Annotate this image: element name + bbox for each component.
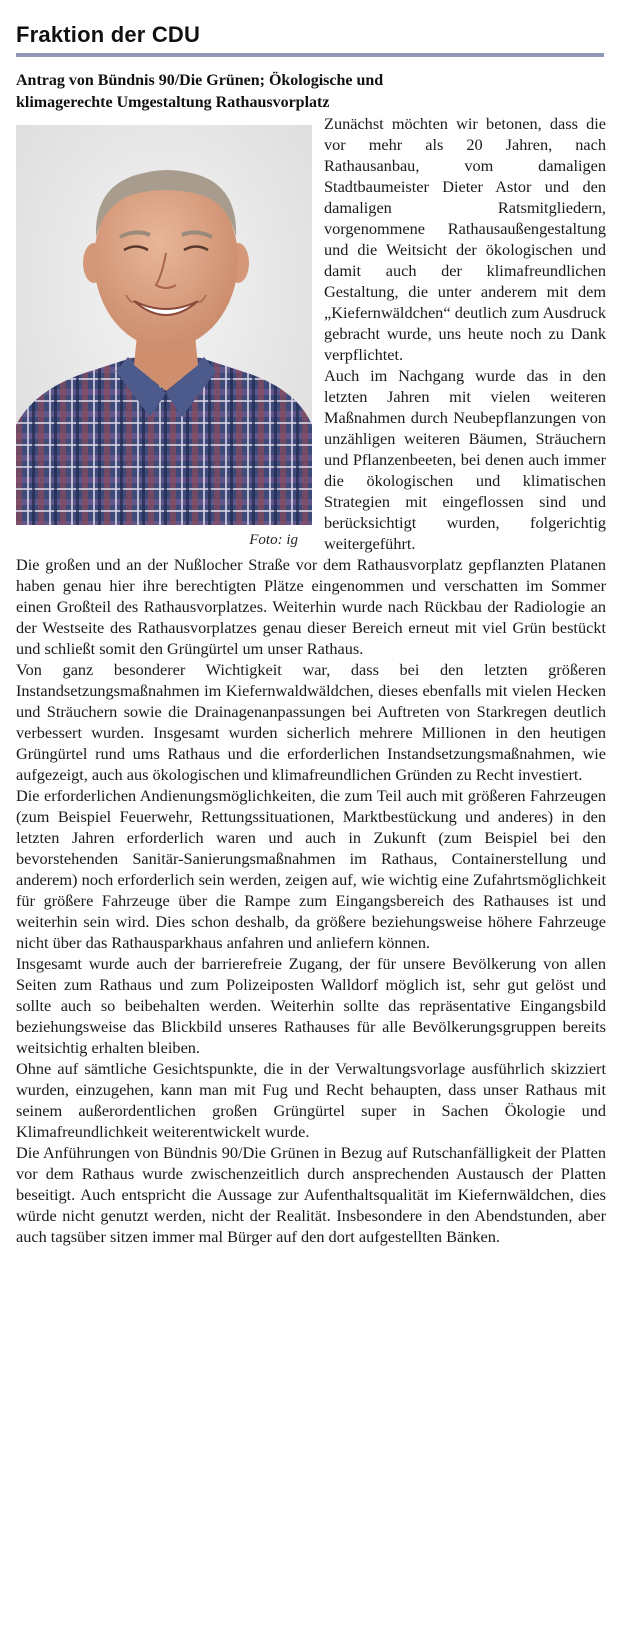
article-headline [16, 70, 604, 114]
paragraph-3: Die großen und an der Nußlocher Straße vor dem Rathausvorplatz gepflanzten Platanen haben genau hier ihre berechtigten Plätze eingenommen und verschatten im Sommer einen Großteil des Rathausvorplatzes. Weiterhin wurde nach Rückbau der Radiologie an der Westseite des Rathausvorplatzes genau dieser Bereich erneut mit viel Grün bestückt und schließt somit den Grüngürtel um unser Rathaus. [16, 555, 606, 658]
portrait-photo [16, 125, 312, 525]
headline-line-2: klimagerechte Umgestaltung Rathausvorplatz [16, 94, 330, 111]
photo-caption: Foto: ig [249, 532, 298, 548]
headline-line-1: Antrag von Bündnis 90/Die Grünen; Ökologische und [16, 72, 384, 89]
paragraph-4: Von ganz besonderer Wichtigkeit war, dass bei den letzten größeren Instandsetzungsmaßnahmen im Kiefernwaldwäldchen, dieses ebenfalls mit vielen Hecken und Sträuchern sowie die Drainagenanpassungen bei Auftreten von Starkregen deutlich verbessert wurden. Insgesamt wurden sicherlich mehrere Millionen in den heutigen Grüngürtel rund ums Rathaus und die erforderlichen Instandsetzungsmaßnahmen, wie aufgezeigt, auch aus ökologischen und klimafreundlichen Gründen zu Recht investiert. [16, 660, 606, 784]
paragraph-6: Insgesamt wurde auch der barrierefreie Zugang, der für unsere Bevölkerung von allen Seiten zum Rathaus und zum Polizeiposten Walldorf möglich ist, sehr gut gelöst und sollte auch so beibehalten werden. Weiterhin sollte das repräsentative Eingangsbild beziehungsweise das Blickbild unseres Rathauses für alle Bevölkerungsgruppen bereits weitsichtig erhalten bleiben. [16, 954, 606, 1057]
paragraph-8: Die Anführungen von Bündnis 90/Die Grünen in Bezug auf Rutschanfälligkeit der Platten vor dem Rathaus wurde zwischenzeitlich durch ansprechenden Austausch der Platten beseitigt. Auch entspricht die Aussage zur Aufenthaltsqualität im Kiefernwäldchen, dies würde nicht genutzt werden, nicht der Realität. Insbesondere in den Abendstunden, aber auch tagsüber sitzen immer mal Bürger auf den dort aufgestellten Bänken. [16, 1143, 606, 1246]
paragraph-1: Zunächst möchten wir betonen, dass die vor mehr als 20 Jahren, nach Rathausanbau, vom damaligen Stadtbaumeister Dieter Astor und den damaligen Ratsmitgliedern, vorgenommene Rathausaußengestaltung und die Weitsicht der ökologischen und damit auch der klimafreundlichen Gestaltung, die unter anderem mit dem „Kiefernwäldchen“ deutlich zum Ausdruck gebracht wurde, uns heute noch zu Dank verpflichtet. [324, 114, 606, 364]
paragraph-7: Ohne auf sämtliche Gesichtspunkte, die in der Verwaltungsvorlage ausführlich skizziert wurden, einzugehen, kann man mit Fug und Recht behaupten, dass unser Rathaus mit seinem außerordentlichen großen Grüngürtel super in Sachen Ökologie und Klimafreundlichkeit weiterentwickelt wurde. [16, 1059, 606, 1141]
paragraph-2: Auch im Nachgang wurde das in den letzten Jahren mit vielen weiteren Maßnahmen durch Neubepflanzungen von unzähligen weiteren Bäumen, Sträuchern und Pflanzenbeeten, bei denen auch immer die ökologischen und klimatischen Strategien mit eingeflossen sind und berücksichtigt wurden, folgerichtig weitergeführt. [324, 366, 606, 553]
title-rule [16, 53, 604, 57]
article-body [16, 113, 606, 1247]
paragraph-5: Die erforderlichen Andienungsmöglichkeiten, die zum Teil auch mit größeren Fahrzeugen (zum Beispiel Feuerwehr, Rettungssituationen, Marktbestückung und anderes) in den letzten Jahren erforderlich waren und auch in Zukunft (zum Beispiel bei den bevorstehenden Sanitär-Sanierungsmaßnahmen im Rathaus, Containerstellung und anderem) noch erforderlich sein werden, zeigen auf, wie wichtig eine Zufahrtsmöglichkeit für größere Fahrzeuge über die Rampe zum Eingangsbereich des Rathauses ist und weiterhin sein wird. Dies schon deshalb, da größere beziehungsweise höhere Fahrzeuge nicht über das Rathausparkhaus anfahren und anliefern können. [16, 786, 606, 952]
section-title: Fraktion der CDU [16, 22, 201, 47]
photo-figure [16, 113, 312, 548]
